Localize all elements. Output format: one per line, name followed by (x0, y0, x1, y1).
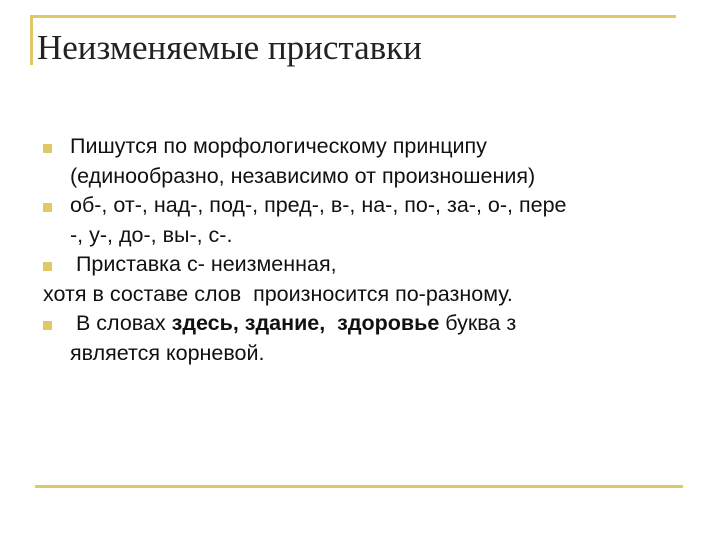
slide-body (43, 132, 683, 368)
square-bullet-icon (43, 262, 52, 271)
bullet-item-4 (43, 309, 683, 368)
square-bullet-icon (43, 144, 52, 153)
left-rule (30, 15, 33, 65)
bottom-rule (35, 485, 683, 488)
bullet-item-1 (43, 132, 683, 191)
bullet-item-2-line-2: -, у-, до-, вы-, с-. (70, 222, 233, 247)
top-rule (30, 15, 676, 18)
slide-title: Неизменяемые приставки (37, 28, 422, 67)
bullet-item-4-line-1 (70, 309, 683, 339)
continuation-line: хотя в составе слов произносится по-разному. (43, 281, 513, 306)
bullet-item-2 (43, 191, 683, 250)
bullet-item-4-prefix: В словах (70, 311, 172, 335)
bullet-item-2-line-1: об-, от-, над-, под-, пред-, в-, на-, по-, за-, о-, пере (70, 193, 567, 217)
square-bullet-icon (43, 321, 52, 330)
bullet-item-1-line-1: Пишутся по морфологическому принципу (70, 134, 487, 158)
bullet-item-3-line-1: Приставка с- неизменная, (70, 252, 337, 276)
bullet-item-1-line-2: (единообразно, независимо от произношения) (70, 163, 536, 188)
bold-words: здесь, здание, здоровье (171, 311, 440, 335)
bullet-item-4-line-2: является корневой. (70, 340, 265, 365)
bullet-item-4-suffix: буква з (439, 311, 517, 335)
square-bullet-icon (43, 203, 52, 212)
bullet-item-3 (43, 250, 683, 280)
